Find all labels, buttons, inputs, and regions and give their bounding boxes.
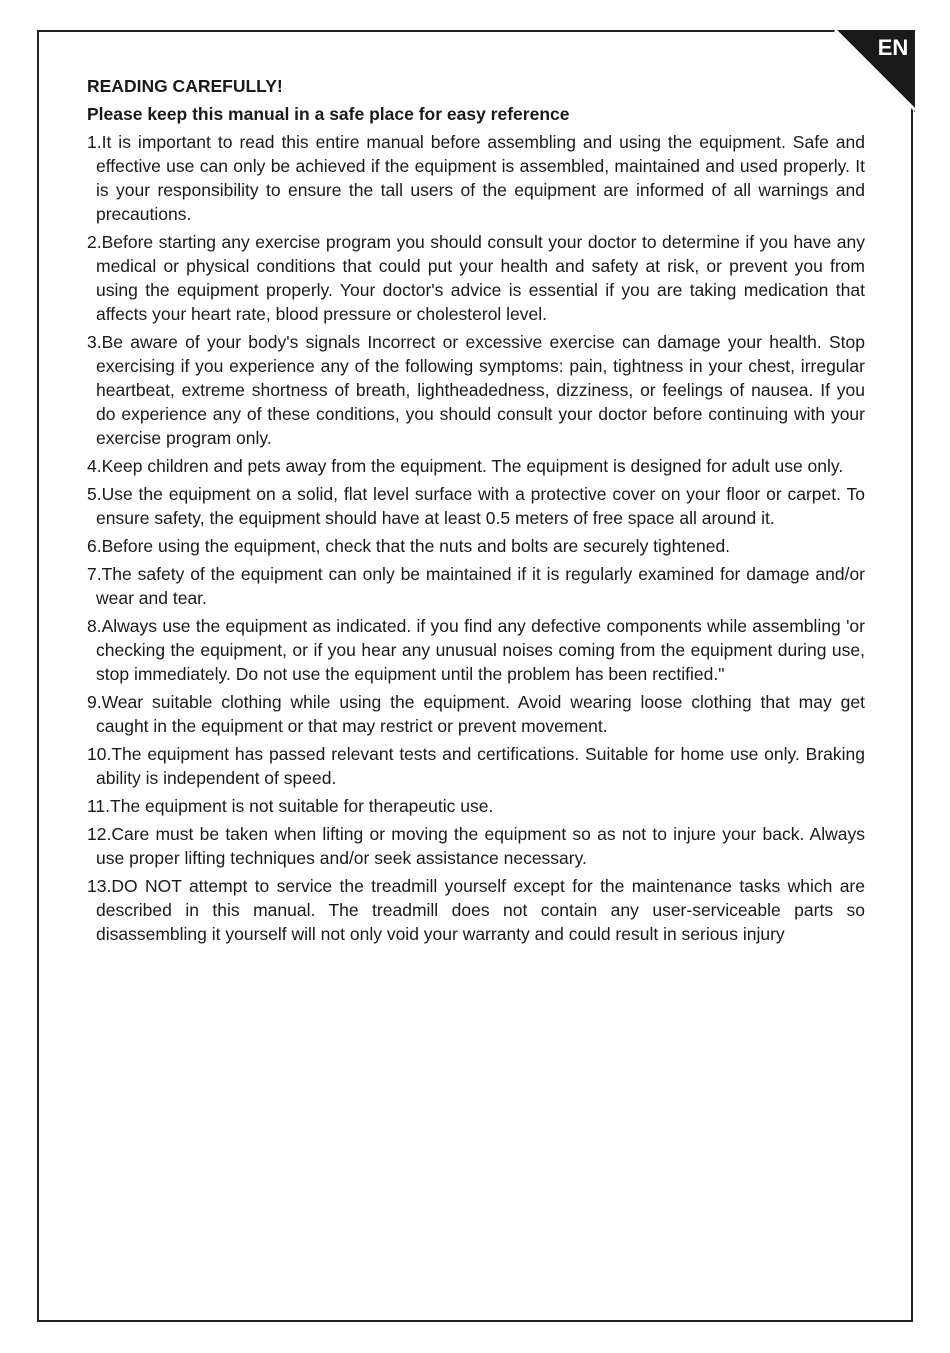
safety-instructions (87, 74, 865, 950)
page-subheading: Please keep this manual in a safe place for easy reference (87, 104, 570, 124)
instruction-item: 12.Care must be taken when lifting or moving the equipment so as not to injure your back. Always use proper lifting techniques and/or seek assistance necessary. (87, 824, 865, 868)
instruction-item: 8.Always use the equipment as indicated. if you find any defective components while assembling 'or checking the equipment, or if you hear any unusual noises coming from the equipment during use, stop immediately. Do not use the equipment until the problem has been rectified." (87, 616, 865, 684)
language-label: EN (877, 35, 909, 60)
instruction-item: 3.Be aware of your body's signals Incorrect or excessive exercise can damage your health. Stop exercising if you experience any of the following symptoms: pain, tightness in your chest, irregular heartbeat, extreme shortness of breath, lightheadedness, dizziness, or feelings of nausea. If you do experience any of these conditions, you should consult your doctor before continuing with your exercise program only. (87, 332, 865, 448)
instruction-item: 5.Use the equipment on a solid, flat level surface with a protective cover on your floor or carpet. To ensure safety, the equipment should have at least 0.5 meters of free space all around it. (87, 484, 865, 528)
instruction-item: 2.Before starting any exercise program you should consult your doctor to determine if you have any medical or physical conditions that could put your health and safety at risk, or prevent you from using the equipment properly. Your doctor's advice is essential if you are taking medication that affects your heart rate, blood pressure or cholesterol level. (87, 232, 865, 324)
instruction-item: 7.The safety of the equipment can only be maintained if it is regularly examined for damage and/or wear and tear. (87, 564, 865, 608)
instruction-item: 11.The equipment is not suitable for therapeutic use. (87, 796, 494, 816)
instruction-item: 1.It is important to read this entire manual before assembling and using the equipment. Safe and effective use can only be achieved if the equipment is assembled, maintained and used properly. It is your responsibility to ensure the tall users of the equipment are informed of all warnings and precautions. (87, 132, 865, 224)
instruction-item: 10.The equipment has passed relevant tests and certifications. Suitable for home use only. Braking ability is independent of speed. (87, 744, 865, 788)
page-heading: READING CAREFULLY! (87, 76, 283, 96)
instruction-item: 13.DO NOT attempt to service the treadmill yourself except for the maintenance tasks which are described in this manual. The treadmill does not contain any user-serviceable parts so disassembling it yourself will not only void your warranty and could result in serious injury (87, 876, 865, 944)
instruction-item: 6.Before using the equipment, check that the nuts and bolts are securely tightened. (87, 536, 731, 556)
instruction-item: 4.Keep children and pets away from the equipment. The equipment is designed for adult use only. (87, 456, 844, 476)
instruction-item: 9.Wear suitable clothing while using the equipment. Avoid wearing loose clothing that may get caught in the equipment or that may restrict or prevent movement. (87, 692, 865, 736)
